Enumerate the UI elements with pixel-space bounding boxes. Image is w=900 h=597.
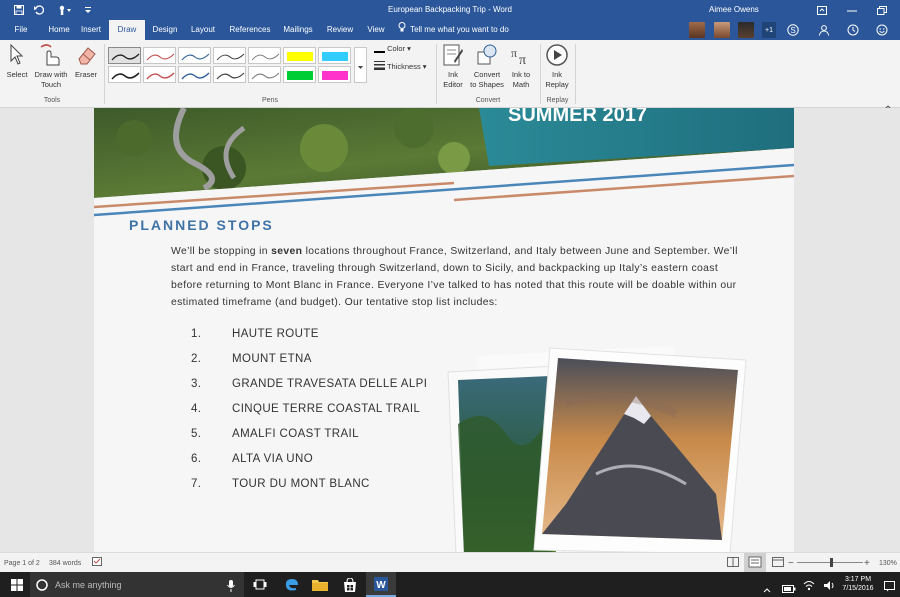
tab-home[interactable]: Home bbox=[48, 25, 70, 34]
print-layout-icon[interactable] bbox=[744, 553, 766, 572]
ink-math-label-1: Ink to bbox=[511, 70, 531, 79]
notifications-icon[interactable] bbox=[884, 579, 895, 597]
start-icon[interactable] bbox=[2, 572, 32, 597]
pens-gallery-scroll[interactable] bbox=[354, 47, 367, 83]
touch-draw-icon bbox=[39, 42, 63, 68]
skype-icon[interactable] bbox=[784, 22, 802, 38]
task-view-icon[interactable] bbox=[245, 572, 275, 597]
replay-group-label: Replay bbox=[546, 97, 569, 104]
ink-math-label-2: Math bbox=[512, 80, 530, 89]
lightbulb-icon bbox=[398, 20, 408, 40]
history-icon[interactable] bbox=[844, 22, 862, 38]
tab-design[interactable]: Design bbox=[152, 25, 178, 34]
group-divider bbox=[575, 44, 576, 104]
share-icon[interactable] bbox=[815, 22, 833, 38]
eraser-icon bbox=[74, 42, 98, 68]
word-icon[interactable] bbox=[366, 572, 396, 597]
search-placeholder: Ask me anything bbox=[55, 580, 122, 590]
svg-text:S: S bbox=[790, 26, 796, 35]
pointer-icon bbox=[5, 42, 29, 68]
highlighter-swatch[interactable] bbox=[318, 47, 351, 64]
document-area bbox=[0, 108, 900, 552]
read-mode-icon[interactable] bbox=[727, 557, 739, 569]
tab-review[interactable]: Review bbox=[326, 25, 354, 34]
coauthor-avatar[interactable] bbox=[689, 22, 705, 38]
banner-image bbox=[94, 108, 794, 218]
select-button[interactable] bbox=[4, 42, 30, 80]
eraser-button[interactable] bbox=[72, 42, 100, 80]
network-icon[interactable] bbox=[803, 578, 815, 596]
store-icon[interactable] bbox=[335, 572, 365, 597]
emoji-icon[interactable] bbox=[873, 22, 891, 38]
zoom-in-icon[interactable]: + bbox=[864, 558, 870, 569]
svg-text:π: π bbox=[519, 53, 527, 67]
title-bar bbox=[0, 0, 900, 20]
more-coauthors-badge[interactable]: +1 bbox=[762, 22, 776, 38]
svg-text:W: W bbox=[376, 579, 386, 591]
convert-shapes-label-2: to Shapes bbox=[470, 80, 504, 89]
page-count[interactable]: Page 1 of 2 bbox=[4, 560, 40, 567]
banner-title: SUMMER 2017 bbox=[508, 108, 647, 126]
color-button[interactable]: Color ▾ bbox=[374, 44, 411, 54]
ribbon-display-icon[interactable] bbox=[807, 0, 837, 20]
tell-me-text: Tell me what you want to do bbox=[410, 25, 509, 34]
tab-mailings[interactable]: Mailings bbox=[283, 25, 313, 34]
zoom-slider-thumb[interactable] bbox=[830, 558, 833, 567]
search-box[interactable] bbox=[30, 572, 244, 597]
coauthor-avatar[interactable] bbox=[738, 22, 754, 38]
tab-draw[interactable]: Draw bbox=[109, 20, 145, 40]
word-count[interactable]: 384 words bbox=[49, 560, 82, 567]
ink-editor-icon bbox=[441, 42, 465, 68]
window-title: European Backpacking Trip - Word bbox=[388, 5, 512, 14]
tab-view[interactable]: View bbox=[367, 25, 385, 34]
clock-date: 7/15/2016 bbox=[842, 585, 874, 592]
pen-swatch[interactable] bbox=[108, 66, 141, 83]
minimize-icon[interactable] bbox=[837, 0, 867, 20]
tab-layout[interactable]: Layout bbox=[190, 25, 216, 34]
web-layout-icon[interactable] bbox=[772, 557, 784, 569]
document-page[interactable]: SUMMER 2017 PLANNED STOPS We’ll be stopping in seven locations throughout France, Switzerland, and Italy between June and September. We’ll start and end in France, traveling through Switzerland, down to Sicily, and backpacking up Italy’s eastern coast before returning to Mont Blanc in France. Everyone I’ve talked to has noted that this route will be doable within our estimated timeframe (and budget). Our tentative stop list includes: 1. HAUTE ROUTE 2. MOUNT ETNA 3. GRANDE TRAVESATA DELLE ALPI 4. CINQUE TERRE COASTAL TRAIL 5. AMALFI COAST TRAIL 6. ALTA VIA UNO 7. TOUR DU MONT BLANC bbox=[94, 108, 794, 552]
group-divider bbox=[436, 44, 437, 104]
color-label: Color bbox=[387, 44, 406, 53]
tab-references[interactable]: References bbox=[229, 25, 271, 34]
ink-replay-label-2: Replay bbox=[545, 80, 569, 89]
ribbon bbox=[0, 40, 900, 108]
para-text-before: We’ll be stopping in bbox=[171, 246, 272, 257]
zoom-level[interactable]: 130% bbox=[879, 560, 897, 567]
ink-editor-label-2: Editor bbox=[443, 80, 463, 89]
edge-icon[interactable] bbox=[276, 572, 306, 597]
draw-with-touch-button[interactable] bbox=[32, 42, 70, 90]
volume-icon[interactable] bbox=[823, 578, 835, 596]
para-text-after: locations throughout France, Switzerland, and Italy between June and September. We’ll start and end in France, traveling through Switzerland, down to Sicily, and backpacking up Italy’s eastern coast before returning to Mont Blanc in France. Everyone I’ve talked to has noted that this route will be doable within our estimated timeframe (and budget). Our tentative stop list includes: bbox=[171, 246, 738, 308]
pen-swatch[interactable] bbox=[108, 47, 141, 64]
clock[interactable] bbox=[840, 575, 876, 593]
file-explorer-icon[interactable] bbox=[305, 572, 335, 597]
proofing-icon[interactable] bbox=[92, 557, 103, 569]
ribbon-tabs bbox=[0, 20, 900, 40]
cortana-icon bbox=[36, 578, 48, 596]
convert-to-shapes-button[interactable] bbox=[468, 42, 506, 90]
pi-icon bbox=[509, 42, 533, 68]
microphone-icon[interactable] bbox=[227, 579, 235, 597]
draw-with-touch-label-1: Draw with bbox=[34, 70, 68, 79]
photo-collage[interactable] bbox=[446, 344, 756, 552]
pen-swatch[interactable] bbox=[213, 47, 246, 64]
thickness-icon bbox=[374, 61, 385, 73]
ink-editor-label-1: Ink bbox=[447, 70, 458, 79]
ink-replay-label-1: Ink bbox=[551, 70, 562, 79]
pen-swatch[interactable] bbox=[178, 66, 211, 83]
highlighter-swatch[interactable] bbox=[283, 66, 316, 83]
thickness-button[interactable]: Thickness ▾ bbox=[374, 61, 427, 73]
clock-time: 3:17 PM bbox=[844, 576, 872, 583]
coauthor-avatar[interactable] bbox=[714, 22, 730, 38]
ink-to-math-button[interactable] bbox=[508, 42, 534, 90]
convert-group-label: Convert bbox=[475, 97, 501, 104]
zoom-slider[interactable] bbox=[797, 562, 863, 563]
taskbar bbox=[0, 572, 900, 597]
tab-file[interactable]: File bbox=[14, 25, 28, 34]
svg-text:π: π bbox=[511, 46, 518, 60]
pen-swatch[interactable] bbox=[248, 66, 281, 83]
pen-swatch[interactable] bbox=[213, 66, 246, 83]
convert-shapes-icon bbox=[475, 42, 499, 68]
tab-insert[interactable]: Insert bbox=[80, 25, 101, 34]
ink-editor-button[interactable] bbox=[440, 42, 466, 90]
restore-icon[interactable] bbox=[867, 0, 897, 20]
eraser-label: Eraser bbox=[74, 70, 98, 79]
thickness-label: Thickness bbox=[386, 61, 421, 71]
pen-swatch[interactable] bbox=[178, 47, 211, 64]
replay-icon bbox=[545, 42, 569, 68]
group-divider bbox=[104, 44, 105, 104]
highlighter-swatch[interactable] bbox=[318, 66, 351, 83]
tools-group-label: Tools bbox=[43, 97, 61, 104]
pen-swatch[interactable] bbox=[143, 66, 176, 83]
battery-icon[interactable] bbox=[782, 580, 796, 597]
group-divider bbox=[540, 44, 541, 104]
para-bold: seven bbox=[271, 246, 303, 257]
status-bar bbox=[0, 552, 900, 572]
user-name[interactable]: Aimee Owens bbox=[709, 5, 759, 14]
convert-shapes-label-1: Convert bbox=[473, 70, 501, 79]
color-swatch-icon bbox=[374, 45, 385, 53]
pen-swatch[interactable] bbox=[248, 47, 281, 64]
section-heading: PLANNED STOPS bbox=[129, 217, 274, 233]
tell-me-box[interactable] bbox=[398, 20, 509, 40]
highlighter-swatch[interactable] bbox=[283, 47, 316, 64]
tray-chevron-icon[interactable] bbox=[763, 580, 771, 597]
select-label: Select bbox=[6, 70, 28, 79]
pens-group-label: Pens bbox=[262, 97, 278, 104]
zoom-out-icon[interactable]: − bbox=[788, 558, 794, 569]
draw-with-touch-label-2: Touch bbox=[40, 80, 61, 89]
pen-swatch[interactable] bbox=[143, 47, 176, 64]
body-paragraph bbox=[171, 243, 751, 311]
ink-replay-button[interactable] bbox=[543, 42, 571, 90]
